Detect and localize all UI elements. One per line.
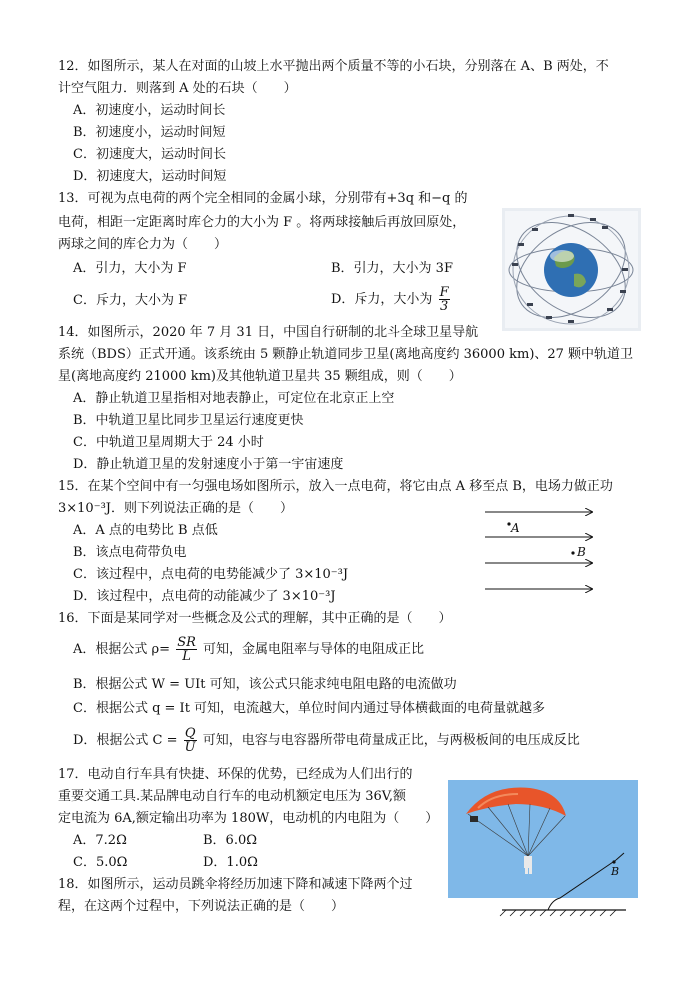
q12-option-a: A．初速度小，运动时间长: [73, 103, 226, 118]
q17-option-b: B．6.0Ω: [203, 833, 258, 848]
q13-option-a: A．引力，大小为 F: [73, 261, 187, 276]
q17-option-d: D．1.0Ω: [203, 855, 258, 870]
point-b-label: B: [577, 545, 586, 559]
q16-option-c: C．根据公式 q = It 可知，电流越大，单位时间内通过导体横截面的电荷量就越多: [73, 701, 546, 716]
q15-option-c: C．该过程中，点电荷的电势能减少了 3×10⁻³J: [73, 567, 349, 582]
q15-stem-line2: 3×10⁻³J．则下列说法正确的是（ ）: [58, 501, 293, 516]
q13-option-d: [331, 286, 452, 313]
q16-option-a: [73, 636, 424, 663]
q13-option-d-label: D．斥力，大小为: [331, 292, 433, 307]
q13-option-c: C．斥力，大小为 F: [73, 293, 188, 308]
q13-stem-line3: 两球之间的库仑力为（ ）: [58, 237, 228, 252]
q13-stem-line1: 13．可视为点电荷的两个完全相同的金属小球，分别带有+3q 和−q 的: [58, 191, 468, 206]
q16-option-a-num: SR: [177, 635, 196, 650]
q16-option-a-den: L: [182, 649, 191, 664]
q14-option-c: C．中轨道卫星周期大于 24 小时: [73, 435, 264, 450]
q12-option-d: D．初速度大，运动时间短: [73, 169, 227, 184]
q15-option-a: A．A 点的电势比 B 点低: [73, 523, 218, 538]
q16-option-a-post: 可知，金属电阻率与导体的电阻成正比: [203, 642, 425, 657]
point-b-dot: [612, 860, 615, 863]
satellite-orbit-image: [502, 208, 641, 331]
q15-stem-line1: 15．在某个空间中有一匀强电场如图所示，放入一点电荷，将它由点 A 移至点 B，电场力做正功: [58, 479, 613, 494]
q16-option-a-pre: A．根据公式 ρ=: [73, 642, 171, 657]
q16-option-b: B．根据公式 W = UIt 可知，该公式只能求纯电阻电路的电流做功: [73, 677, 457, 692]
q16-option-a-fraction: [176, 636, 197, 663]
electric-field-diagram: [480, 505, 600, 600]
q13-fraction-num: F: [439, 285, 449, 300]
q17-option-c: C．5.0Ω: [73, 855, 128, 870]
point-b: [571, 551, 574, 554]
q14-option-b: B．中轨道卫星比同步卫星运行速度更快: [73, 413, 304, 428]
q17-option-a: A．7.2Ω: [73, 833, 127, 848]
q18-stem-line2: 程，在这两个过程中，下列说法正确的是（ ）: [58, 899, 345, 914]
q16-stem: 16．下面是某同学对一些概念及公式的理解，其中正确的是（ ）: [58, 611, 452, 626]
q12-stem-line1: 12．如图所示，某人在对面的山坡上水平抛出两个质量不等的小石块，分别落在 A、B 两处，不: [58, 59, 609, 74]
q16-option-d: [73, 727, 580, 754]
q16-option-d-den: U: [184, 740, 196, 755]
q17-stem-line1: 17．电动自行车具有快捷、环保的优势，已经成为人们出行的: [58, 767, 413, 782]
q14-stem-line3: 星(离地高度约 21000 km)及其他轨道卫星共 35 颗组成，则（ ）: [58, 369, 462, 384]
point-a-label: A: [511, 521, 520, 535]
q15-option-d: D．该过程中，点电荷的动能减少了 3×10⁻³J: [73, 589, 336, 604]
slope-point-b-label: B: [611, 865, 620, 878]
q12-option-b: B．初速度小，运动时间短: [73, 125, 226, 140]
q16-option-d-post: 可知，电容与电容器所带电荷量成正比，与两极板间的电压成反比: [202, 733, 580, 748]
q14-stem-line1: 14．如图所示，2020 年 7 月 31 日，中国自行研制的北斗全球卫星导航: [58, 325, 479, 340]
slope-diagram: [498, 850, 638, 920]
q13-fraction-den: 3: [439, 299, 449, 314]
slope-line: [548, 860, 616, 910]
q13-fraction: [439, 286, 450, 313]
q17-stem-line2: 重要交通工具.某品牌电动自行车的电动机额定电压为 36V,额: [58, 789, 407, 804]
q14-option-d: D．静止轨道卫星的发射速度小于第一宇宙速度: [73, 457, 344, 472]
q15-option-b: B．该点电荷带负电: [73, 545, 187, 560]
q13-stem-line2: 电荷，相距一定距离时库仑力的大小为 F 。将两球接触后再放回原处，: [58, 215, 466, 230]
q13-option-b: B．引力，大小为 3F: [331, 261, 453, 276]
q12-stem-line2: 计空气阻力．则落到 A 处的石块（ ）: [58, 81, 297, 96]
q18-stem-line1: 18．如图所示，运动员跳伞将经历加速下降和减速下降两个过: [58, 877, 413, 892]
q16-option-d-fraction: [184, 727, 197, 754]
q14-stem-line2: 系统（BDS）正式开通。该系统由 5 颗静止轨道同步卫星(离地高度约 36000 km)、27 颗中轨道卫: [58, 347, 634, 362]
q14-option-a: A．静止轨道卫星指相对地表静止，可定位在北京正上空: [73, 391, 395, 406]
q16-option-d-num: Q: [184, 726, 196, 741]
q16-option-d-pre: D．根据公式 C =: [73, 733, 178, 748]
q12-option-c: C．初速度大，运动时间长: [73, 147, 226, 162]
q17-stem-line3: 定电流为 6A,额定输出功率为 180W，电动机的内电阻为（ ）: [58, 811, 439, 826]
